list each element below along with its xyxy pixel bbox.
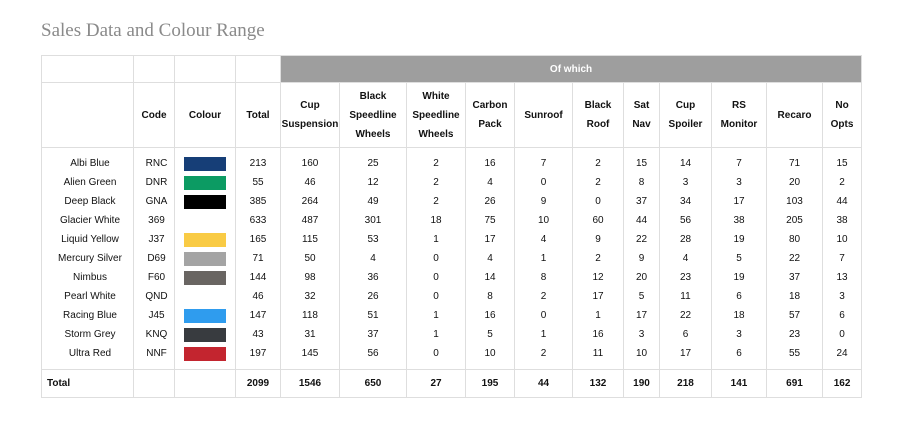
option-value: 38: [712, 211, 767, 230]
column-header-row: [42, 83, 862, 148]
option-column-header: [660, 83, 712, 148]
option-value: 36: [340, 268, 407, 287]
option-value: 1: [407, 230, 466, 249]
option-value: 55: [767, 344, 823, 370]
colour-name: Alien Green: [42, 173, 134, 192]
table-row: [42, 148, 862, 174]
option-value: 16: [466, 148, 515, 174]
option-value: 6: [712, 344, 767, 370]
option-value: 0: [407, 287, 466, 306]
blank-cell: [175, 370, 236, 398]
option-value: 7: [823, 249, 862, 268]
option-header-text: Roof: [586, 119, 610, 130]
option-value: 11: [660, 287, 712, 306]
option-total: 132: [573, 370, 624, 398]
colour-swatch-cell: [175, 268, 236, 287]
option-value: 17: [712, 192, 767, 211]
option-value: 12: [340, 173, 407, 192]
option-value: 18: [712, 306, 767, 325]
row-total: 43: [236, 325, 281, 344]
option-value: 2: [823, 173, 862, 192]
option-value: 9: [624, 249, 660, 268]
option-value: 5: [466, 325, 515, 344]
option-value: 6: [823, 306, 862, 325]
option-value: 103: [767, 192, 823, 211]
option-value: 2: [407, 192, 466, 211]
option-value: 4: [466, 173, 515, 192]
table-row: [42, 287, 862, 306]
option-value: 8: [624, 173, 660, 192]
option-column-header: [624, 83, 660, 148]
option-value: 3: [823, 287, 862, 306]
option-header-text: Carbon: [472, 100, 508, 111]
option-value: 4: [340, 249, 407, 268]
option-value: 10: [515, 211, 573, 230]
option-value: 10: [823, 230, 862, 249]
option-value: 8: [515, 268, 573, 287]
colour-swatch-cell: [175, 230, 236, 249]
option-value: 23: [767, 325, 823, 344]
option-value: 34: [660, 192, 712, 211]
option-value: 1: [407, 306, 466, 325]
option-value: 160: [281, 148, 340, 174]
row-total: 144: [236, 268, 281, 287]
colour-name: Racing Blue: [42, 306, 134, 325]
colour-name: Albi Blue: [42, 148, 134, 174]
option-value: 23: [660, 268, 712, 287]
option-value: 3: [624, 325, 660, 344]
option-value: 0: [823, 325, 862, 344]
colour-code: NNF: [134, 344, 175, 370]
page-title: Sales Data and Colour Range: [41, 20, 265, 41]
option-value: 18: [407, 211, 466, 230]
row-total: 197: [236, 344, 281, 370]
row-total: 46: [236, 287, 281, 306]
option-value: 2: [515, 344, 573, 370]
option-value: 98: [281, 268, 340, 287]
colour-swatch-cell: [175, 325, 236, 344]
option-value: 22: [660, 306, 712, 325]
colour-swatch: [184, 271, 226, 285]
option-value: 16: [466, 306, 515, 325]
option-header-text: Black: [359, 90, 387, 102]
sales-table: [41, 55, 862, 398]
option-value: 5: [712, 249, 767, 268]
option-value: 26: [466, 192, 515, 211]
colour-swatch-cell: [175, 211, 236, 230]
option-value: 6: [660, 325, 712, 344]
option-value: 51: [340, 306, 407, 325]
option-value: 53: [340, 230, 407, 249]
colour-swatch: [184, 328, 226, 342]
row-total: 165: [236, 230, 281, 249]
option-value: 301: [340, 211, 407, 230]
option-value: 9: [515, 192, 573, 211]
option-value: 3: [712, 325, 767, 344]
option-value: 14: [466, 268, 515, 287]
name-column-header: [42, 83, 134, 148]
option-total: 44: [515, 370, 573, 398]
option-value: 19: [712, 268, 767, 287]
option-value: 12: [573, 268, 624, 287]
option-value: 38: [823, 211, 862, 230]
option-total: 650: [340, 370, 407, 398]
option-value: 71: [767, 148, 823, 174]
row-total: 213: [236, 148, 281, 174]
option-value: 115: [281, 230, 340, 249]
option-column-header: [712, 83, 767, 148]
colour-name: Nimbus: [42, 268, 134, 287]
row-total: 71: [236, 249, 281, 268]
table-row: [42, 192, 862, 211]
table-body: [42, 148, 862, 398]
table-row: [42, 211, 862, 230]
option-column-header: [767, 83, 823, 148]
table-row: [42, 306, 862, 325]
option-value: 0: [515, 306, 573, 325]
option-value: 9: [573, 230, 624, 249]
table-row: [42, 325, 862, 344]
colour-name: Mercury Silver: [42, 249, 134, 268]
blank-cell: [134, 370, 175, 398]
option-value: 1: [515, 325, 573, 344]
option-value: 2: [515, 287, 573, 306]
option-value: 15: [624, 148, 660, 174]
option-value: 44: [624, 211, 660, 230]
colour-name: Liquid Yellow: [42, 230, 134, 249]
option-header-text: Pack: [478, 119, 502, 130]
option-value: 15: [823, 148, 862, 174]
option-value: 18: [767, 287, 823, 306]
option-value: 22: [624, 230, 660, 249]
colour-swatch-cell: [175, 173, 236, 192]
colour-swatch-cell: [175, 306, 236, 325]
option-value: 7: [712, 148, 767, 174]
colour-swatch: [184, 176, 226, 190]
option-column-header: [340, 83, 407, 148]
option-total: 162: [823, 370, 862, 398]
option-header-text: Nav: [632, 119, 651, 130]
colour-code: 369: [134, 211, 175, 230]
option-value: 118: [281, 306, 340, 325]
colour-code: D69: [134, 249, 175, 268]
option-value: 16: [573, 325, 624, 344]
option-total: 218: [660, 370, 712, 398]
option-column-header: [515, 83, 573, 148]
option-value: 4: [660, 249, 712, 268]
colour-swatch-cell: [175, 344, 236, 370]
option-value: 2: [407, 173, 466, 192]
total-label: Total: [42, 370, 134, 398]
option-header-text: Spoiler: [668, 119, 703, 130]
grand-total: 2099: [236, 370, 281, 398]
total-column-header: Total: [236, 83, 281, 148]
option-value: 37: [767, 268, 823, 287]
option-value: 0: [515, 173, 573, 192]
option-header-text: No: [835, 100, 849, 111]
option-value: 1: [515, 249, 573, 268]
colour-name: Pearl White: [42, 287, 134, 306]
colour-swatch-cell: [175, 148, 236, 174]
option-header-text: Cup: [675, 100, 696, 111]
option-value: 17: [624, 306, 660, 325]
option-value: 17: [466, 230, 515, 249]
blank-cell: [175, 56, 236, 83]
option-value: 10: [624, 344, 660, 370]
option-header-text: Wheels: [418, 128, 454, 140]
option-value: 4: [515, 230, 573, 249]
group-header-row: [42, 56, 862, 83]
option-header-text: Speedline: [349, 109, 397, 121]
option-value: 50: [281, 249, 340, 268]
option-column-header: [823, 83, 862, 148]
option-header-text: White: [422, 90, 450, 102]
table-row: [42, 268, 862, 287]
option-header-text: Wheels: [355, 128, 391, 140]
code-column-header: Code: [134, 83, 175, 148]
colour-name: Deep Black: [42, 192, 134, 211]
colour-code: QND: [134, 287, 175, 306]
option-value: 46: [281, 173, 340, 192]
option-total: 195: [466, 370, 515, 398]
option-total: 190: [624, 370, 660, 398]
option-value: 31: [281, 325, 340, 344]
option-header-text: Suspension: [281, 119, 339, 130]
option-value: 0: [407, 344, 466, 370]
option-header-text: Sunroof: [524, 109, 563, 121]
option-value: 57: [767, 306, 823, 325]
option-total: 27: [407, 370, 466, 398]
colour-swatch: [184, 157, 226, 171]
option-value: 205: [767, 211, 823, 230]
table-row: [42, 344, 862, 370]
option-value: 17: [573, 287, 624, 306]
option-value: 1: [573, 306, 624, 325]
option-header-text: Recaro: [777, 109, 812, 121]
row-total: 385: [236, 192, 281, 211]
option-value: 1: [407, 325, 466, 344]
option-header-text: RS: [732, 100, 746, 111]
option-value: 37: [624, 192, 660, 211]
colour-swatch-cell: [175, 192, 236, 211]
colour-swatch-cell: [175, 287, 236, 306]
option-value: 28: [660, 230, 712, 249]
option-value: 13: [823, 268, 862, 287]
colour-name: Storm Grey: [42, 325, 134, 344]
option-header-text: Speedline: [412, 109, 460, 121]
colour-swatch: [184, 252, 226, 266]
option-value: 32: [281, 287, 340, 306]
option-value: 22: [767, 249, 823, 268]
option-total: 691: [767, 370, 823, 398]
option-value: 14: [660, 148, 712, 174]
option-value: 3: [712, 173, 767, 192]
option-value: 2: [573, 249, 624, 268]
option-value: 0: [573, 192, 624, 211]
option-value: 24: [823, 344, 862, 370]
option-value: 49: [340, 192, 407, 211]
option-column-header: [281, 83, 340, 148]
option-value: 2: [573, 148, 624, 174]
option-header-text: Opts: [830, 119, 854, 130]
option-value: 10: [466, 344, 515, 370]
option-value: 3: [660, 173, 712, 192]
colour-swatch: [184, 309, 226, 323]
option-value: 11: [573, 344, 624, 370]
table-row: [42, 173, 862, 192]
option-value: 4: [466, 249, 515, 268]
total-row: [42, 370, 862, 398]
blank-cell: [42, 56, 134, 83]
option-header-text: Black: [584, 100, 612, 111]
option-value: 20: [767, 173, 823, 192]
option-total: 1546: [281, 370, 340, 398]
colour-swatch: [184, 195, 226, 209]
option-value: 8: [466, 287, 515, 306]
colour-swatch: [184, 233, 226, 247]
option-value: 487: [281, 211, 340, 230]
option-value: 26: [340, 287, 407, 306]
colour-code: GNA: [134, 192, 175, 211]
option-value: 0: [407, 249, 466, 268]
colour-code: J45: [134, 306, 175, 325]
colour-code: F60: [134, 268, 175, 287]
colour-code: RNC: [134, 148, 175, 174]
option-value: 145: [281, 344, 340, 370]
option-value: 25: [340, 148, 407, 174]
option-value: 7: [515, 148, 573, 174]
table-row: [42, 230, 862, 249]
colour-code: KNQ: [134, 325, 175, 344]
colour-code: DNR: [134, 173, 175, 192]
colour-swatch: [184, 347, 226, 361]
option-value: 17: [660, 344, 712, 370]
option-value: 20: [624, 268, 660, 287]
option-value: 56: [660, 211, 712, 230]
option-header-text: Cup: [300, 100, 320, 111]
colour-code: J37: [134, 230, 175, 249]
option-value: 56: [340, 344, 407, 370]
row-total: 147: [236, 306, 281, 325]
option-column-header: [573, 83, 624, 148]
option-value: 264: [281, 192, 340, 211]
option-value: 80: [767, 230, 823, 249]
blank-cell: [236, 56, 281, 83]
row-total: 55: [236, 173, 281, 192]
option-value: 2: [573, 173, 624, 192]
option-column-header: [407, 83, 466, 148]
blank-cell: [134, 56, 175, 83]
option-value: 2: [407, 148, 466, 174]
colour-name: Glacier White: [42, 211, 134, 230]
option-column-header: [466, 83, 515, 148]
option-value: 60: [573, 211, 624, 230]
option-total: 141: [712, 370, 767, 398]
option-value: 37: [340, 325, 407, 344]
option-value: 5: [624, 287, 660, 306]
option-value: 19: [712, 230, 767, 249]
option-header-text: Monitor: [720, 119, 758, 130]
option-value: 44: [823, 192, 862, 211]
option-header-text: Sat: [633, 100, 650, 111]
table-row: [42, 249, 862, 268]
colour-column-header: Colour: [175, 83, 236, 148]
colour-name: Ultra Red: [42, 344, 134, 370]
option-value: 75: [466, 211, 515, 230]
row-total: 633: [236, 211, 281, 230]
option-value: 6: [712, 287, 767, 306]
of-which-header: Of which: [281, 56, 862, 83]
option-value: 0: [407, 268, 466, 287]
colour-swatch-cell: [175, 249, 236, 268]
